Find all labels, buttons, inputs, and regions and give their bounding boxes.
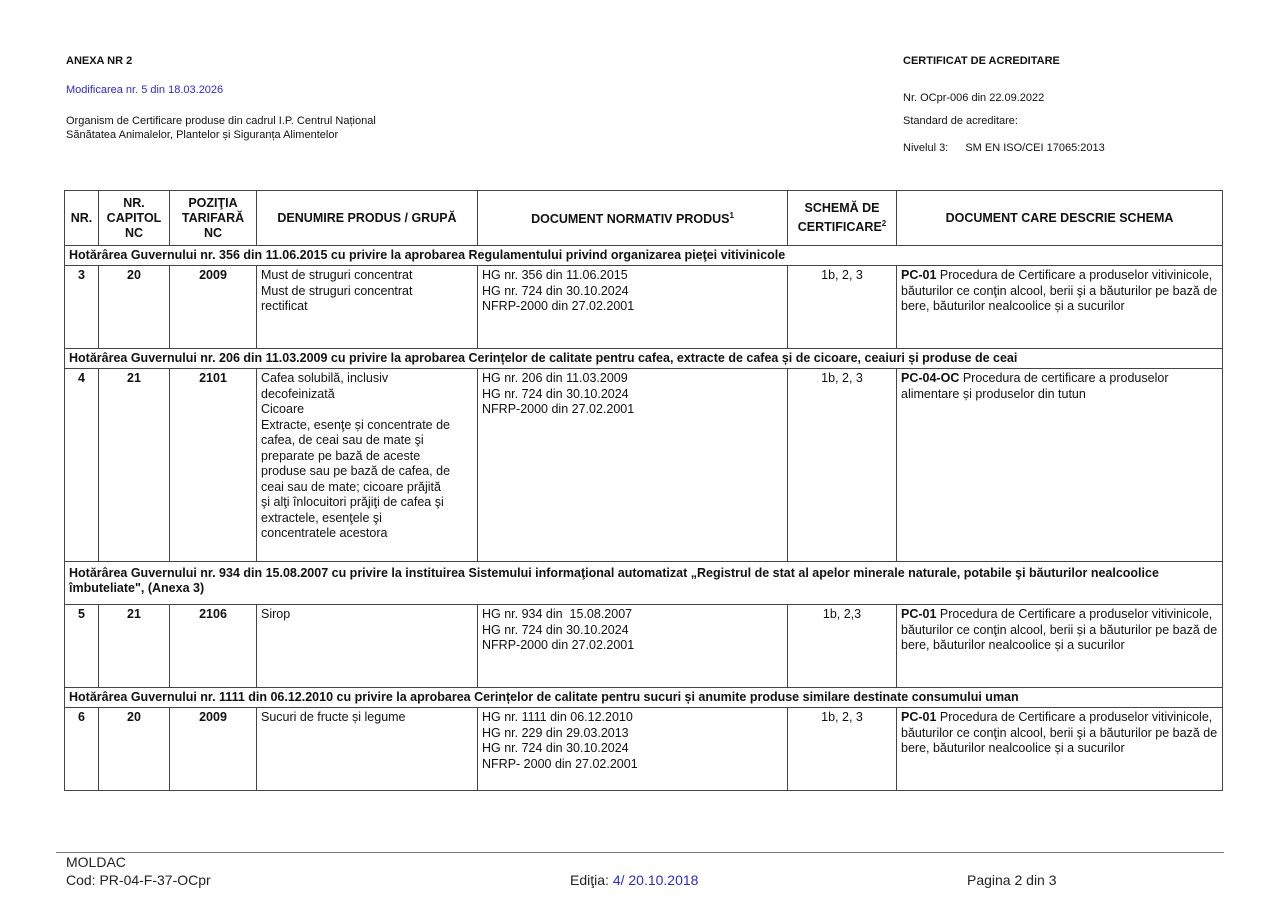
document-line: HG nr. 1111 din 06.12.2010: [482, 710, 633, 724]
header-document-label: DOCUMENT NORMATIV PRODUS: [531, 212, 730, 227]
footer-edition: [570, 872, 698, 888]
cell-schema: 1b, 2, 3: [788, 369, 897, 562]
product-line: produse sau pe bază de cafea, de: [261, 464, 451, 478]
annex-title: ANEXA NR 2: [66, 55, 133, 67]
document-line: NFRP- 2000 din 27.02.2001: [482, 756, 638, 771]
document-line: HG nr. 724 din 30.10.2024: [482, 386, 629, 401]
procedure-code: PC-01: [901, 607, 937, 621]
footer-page-number: Pagina 2 din 3: [967, 872, 1057, 888]
document-line: NFRP-2000 din 27.02.2001: [482, 299, 635, 313]
cell-capitol: 20: [99, 708, 170, 791]
edition-value: 4/ 20.10.2018: [612, 872, 699, 888]
cell-denumire: [257, 605, 478, 688]
cell-denumire: [257, 708, 478, 791]
section-heading-row: [65, 688, 1223, 708]
section-heading-row: [65, 562, 1223, 605]
cell-capitol: 21: [99, 369, 170, 562]
table-header-row: [65, 191, 1223, 246]
header-schema-line: SCHEMĂ DE: [804, 200, 880, 215]
cell-capitol: 20: [99, 266, 170, 349]
footer-code: Cod: PR-04-F-37-OCpr: [66, 872, 211, 888]
cell-procedure: [897, 369, 1223, 562]
product-line: preparate pe bază de aceste: [261, 448, 421, 463]
cell-pozitia: 2009: [170, 708, 257, 791]
procedure-text: Procedura de Certificare a produselor vitivinicole, băuturilor ce conţin alcool, berii şi a băuturilor pe bază de bere, băuturilor nealcoolice și a sucurilor: [901, 268, 1218, 313]
certificate-number: Nr. OCpr-006 din 22.09.2022: [903, 92, 1045, 104]
product-line: Must de struguri concentrat: [261, 283, 413, 298]
standard-label: Standard de acreditare:: [903, 115, 1018, 127]
cell-denumire: [257, 266, 478, 349]
product-line: decofeinizată: [261, 386, 335, 401]
document-line: HG nr. 206 din 11.03.2009: [482, 371, 628, 385]
section-title: Hotărârea Guvernului nr. 934 din 15.08.2007 cu privire la instituirea Sistemului informaţional automatizat „Registrul de stat al apelor minerale naturale, potabile şi băuturilor nealcoolice îmbuteliate", (Anexa 3): [65, 562, 1223, 605]
cell-nr: 4: [65, 369, 99, 562]
footer-org: MOLDAC: [66, 854, 126, 870]
procedure-text: Procedura de Certificare a produselor vitivinicole, băuturilor ce conţin alcool, berii și a băuturilor pe bază de bere, băuturilor nealcoolice și a sucurilor: [901, 607, 1218, 652]
products-table: [64, 190, 1223, 791]
table-row: [65, 369, 1223, 562]
header-capitol-line: NC: [124, 225, 144, 240]
accreditation-level: [903, 141, 1105, 155]
table-row: [65, 605, 1223, 688]
header-denumire: DENUMIRE PRODUS / GRUPĂ: [257, 191, 478, 246]
section-title: Hotărârea Guvernului nr. 206 din 11.03.2009 cu privire la aprobarea Cerințelor de calitate pentru cafea, extracte de cafea și de cicoare, ceaiuri și produse de ceai: [65, 349, 1223, 369]
cell-nr: 6: [65, 708, 99, 791]
organization-name: [66, 114, 376, 142]
header-nr: NR.: [65, 191, 99, 246]
section-title: Hotărârea Guvernului nr. 1111 din 06.12.2010 cu privire la aprobarea Cerințelor de calitate pentru sucuri și anumite produse similare destinate consumului uman: [65, 688, 1223, 708]
document-line: HG nr. 229 din 29.03.2013: [482, 725, 629, 740]
cell-nr: 5: [65, 605, 99, 688]
cell-procedure: [897, 605, 1223, 688]
product-line: Extracte, esenţe și concentrate de: [261, 417, 450, 432]
cell-pozitia: 2106: [170, 605, 257, 688]
organization-line-2: Sănătatea Animalelor, Plantelor și Siguranța Alimentelor: [66, 129, 339, 141]
procedure-code: PC-04-OC: [901, 371, 960, 385]
procedure-text: Procedura de Certificare a produselor vitivinicole, băuturilor ce conţin alcool, berii şi a băuturilor pe bază de bere, băuturilor nealcoolice și a sucurilor: [901, 710, 1218, 755]
product-line: şi alţi înlocuitori prăjiţi de cafea şi: [261, 495, 444, 509]
cell-schema: 1b, 2,3: [788, 605, 897, 688]
procedure-text: Procedura de certificare a produselor alimentare și produselor din tutun: [901, 371, 1169, 401]
organization-line-1: Organism de Certificare produse din cadrul I.P. Centrul Național: [66, 115, 376, 127]
cell-schema: 1b, 2, 3: [788, 708, 897, 791]
modification-note: Modificarea nr. 5 din 18.03.2026: [66, 84, 224, 96]
header-pozitia: [170, 191, 257, 246]
product-line: concentratele acestora: [261, 526, 388, 540]
product-line: Cafea solubilă, inclusiv: [261, 371, 389, 385]
cell-documents: [478, 708, 788, 791]
product-line: ceai sau de mate; cicoare prăjită: [261, 479, 441, 494]
cell-nr: 3: [65, 266, 99, 349]
footnote-marker: 1: [729, 211, 734, 221]
edition-label: Ediţia:: [570, 872, 613, 888]
cell-capitol: 21: [99, 605, 170, 688]
document-line: NFRP-2000 din 27.02.2001: [482, 638, 635, 652]
level-standard: SM EN ISO/CEI 17065:2013: [965, 142, 1105, 154]
header-document: [478, 191, 788, 246]
header-capitol-line: CAPITOL: [106, 210, 162, 225]
cell-schema: 1b, 2, 3: [788, 266, 897, 349]
procedure-code: PC-01: [901, 268, 937, 282]
product-line: extractele, esenţele şi: [261, 510, 382, 525]
document-line: HG nr. 724 din 30.10.2024: [482, 283, 629, 298]
section-heading-row: [65, 246, 1223, 266]
footer-divider: [56, 852, 1224, 853]
document-line: HG nr. 724 din 30.10.2024: [482, 622, 629, 637]
table-row: [65, 266, 1223, 349]
product-line: Sirop: [261, 607, 291, 621]
product-line: Must de struguri concentrat: [261, 268, 413, 282]
document-line: HG nr. 724 din 30.10.2024: [482, 741, 629, 755]
cell-documents: [478, 266, 788, 349]
header-pozitia-line: POZIŢIA: [188, 195, 238, 210]
cell-pozitia: 2009: [170, 266, 257, 349]
header-pozitia-line: NC: [203, 225, 223, 240]
footnote-marker: 2: [881, 218, 887, 228]
product-line: rectificat: [261, 299, 308, 313]
section-heading-row: [65, 349, 1223, 369]
cell-pozitia: 2101: [170, 369, 257, 562]
document-line: HG nr. 356 din 11.06.2015: [482, 268, 628, 282]
header-capitol-line: NR.: [123, 195, 145, 210]
cell-documents: [478, 369, 788, 562]
section-title: Hotărârea Guvernului nr. 356 din 11.06.2015 cu privire la aprobarea Regulamentului privind organizarea pieţei vitivinicole: [65, 246, 1223, 266]
cell-denumire: [257, 369, 478, 562]
header-schema: [788, 191, 897, 246]
cell-documents: [478, 605, 788, 688]
header-schema-line: CERTIFICARE: [797, 220, 882, 235]
certificate-title: CERTIFICAT DE ACREDITARE: [903, 55, 1060, 67]
product-line: Sucuri de fructe și legume: [261, 710, 406, 724]
level-label: Nivelul 3:: [903, 142, 949, 154]
document-line: NFRP-2000 din 27.02.2001: [482, 402, 635, 416]
cell-procedure: [897, 708, 1223, 791]
procedure-code: PC-01: [901, 710, 937, 724]
header-descrie: DOCUMENT CARE DESCRIE SCHEMA: [897, 191, 1223, 246]
cell-procedure: [897, 266, 1223, 349]
document-line: HG nr. 934 din 15.08.2007: [482, 607, 633, 621]
product-line: cafea, de ceai sau de mate şi: [261, 433, 424, 447]
table-row: [65, 708, 1223, 791]
header-capitol: [99, 191, 170, 246]
product-line: Cicoare: [261, 402, 305, 416]
header-pozitia-line: TARIFARĂ: [181, 210, 245, 225]
